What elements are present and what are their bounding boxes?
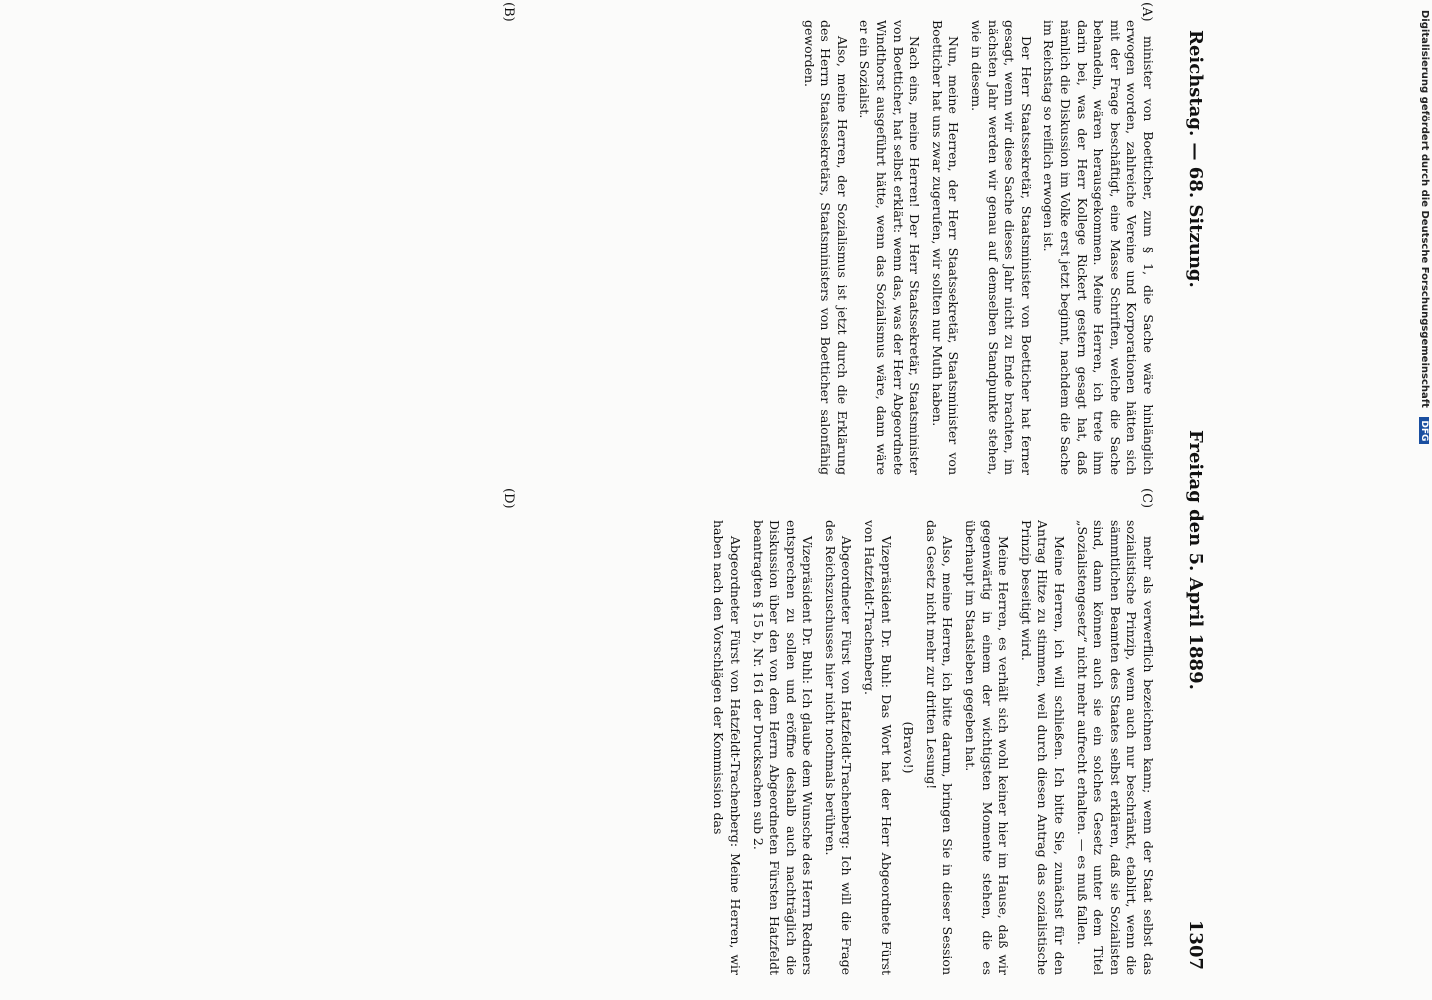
right-column [0,520,1156,975]
paragraph: Meine Herren, es verhält sich wohl keiner hier im Hause, daß wir gegenwärtig in einem der wichtigsten Momente stehen, die es überhaupt im Staatsleben gegeben hat. [963,520,1012,975]
paragraph: Meine Herren, ich will schließen. Ich bitte Sie, zunächst für den Antrag Hitze zu stimmen, weil durch diesen Antrag das sozialistische Prinzip beseitigt wird. [1018,520,1068,975]
dfg-credit-strip [1410,10,1430,990]
header-left: Reichstag. — 68. Sitzung. [1185,30,1206,288]
paragraph: Nach eins, meine Herren! Der Herr Staatssekretär, Staatsminister von Boetticher, hat selbst erklärt: wenn das, was der Herr Abgeordnete Windthorst ausgeführt hätte, wenn das Sozialismus wäre, dann wäre er ein Sozialist. [857,20,923,475]
margin-mark-d: (D) [501,488,516,509]
page-number: 1307 [1185,919,1206,970]
paragraph: Abgeordneter Fürst von Hatzfeldt-Trachenberg: Meine Herren, wir haben nach den Vorschlägen der Kommission das [711,520,743,975]
paragraph: Der Herr Staatssekretär, Staatsminister von Boetticher hat ferner gesagt, wenn wir diese Sache dieses Jahr nicht zu Ende brachten, im nächsten Jahr werden wir genau auf demselben Standpunkte stehen, wie in diesem. [969,20,1034,475]
paragraph: Also, meine Herren, der Sozialismus ist jetzt durch die Erklärung des Herrn Staatssekretärs, Staatsministers von Boetticher salonfähig geworden. [801,20,850,475]
paragraph: minister von Boetticher, zum § 1, die Sache wäre hinlänglich erwogen worden, zahlreiche Vereine und Korporationen hätten sich mit der Frage beschäftigt, eine Masse Schriften, welche die Sache behandeln, wären herausgekommen. Meine Herren, ich trete ihm darin bei, was der Herr Kollege Rickert gestern gesagt hat, daß nämlich die Diskussion im Volke erst jetzt beginnt, nachdem die Sache im Reichstag so reiflich erwogen ist. [1041,20,1156,475]
paragraph: Abgeordneter Fürst von Hatzfeldt-Trachenberg: Ich will die Frage des Reichszuschusses hier nicht nochmals berühren. [822,520,855,975]
paragraph: mehr als verwerflich bezeichnen kann; wenn der Staat selbst das sozialistische Prinzip, wenn auch nur beschränkt, etablirt, wenn die sämmtlichen Beamten des Staates selbst erklären, daß sie Sozialisten sind, dann können auch sie ein solches Gesetz unter dem Titel „Sozialistengesetz“ nicht mehr aufrecht erhalten. — es muß fallen. [1074,520,1156,975]
paragraph: Vizepräsident Dr. Buhl: Ich glaube dem Wunsche des Herrn Redners entsprechen zu sollen und eröffne deshalb auch nachträglich die Diskussion über den von dem Herrn Abgeordneten Fürsten Hatzfeldt beantragten § 15 b, Nr. 161 der Drucksachen sub 2. [750,520,816,975]
dfg-credit-text: Digitalisierung gefördert durch die Deutsche Forschungsgemeinschaft [1419,10,1430,408]
paragraph: Also, meine Herren, ich bitte darum, bringen Sie in dieser Session das Gesetz nicht mehr zur dritten Lesung! [923,520,956,975]
paragraph: Nun, meine Herren, der Herr Staatssekretär, Staatsminister von Boetticher hat uns zwar zugerufen, wir sollten nur Muth haben. [929,20,962,475]
left-column [0,20,1156,475]
margin-mark-a: (A) [1139,2,1154,22]
page-header [1166,0,1216,1000]
applause-note: (Bravo!) [901,721,917,774]
paragraph: Vizepräsident Dr. Buhl: Das Wort hat der Herr Abgeordnete Fürst von Hatzfeldt-Trachenberg. [862,520,894,975]
header-date: Freitag den 5. April 1889. [1185,430,1206,690]
dfg-logo: DFG [1419,417,1429,444]
margin-mark-c: (C) [1139,488,1154,509]
margin-mark-b: (B) [501,2,516,22]
